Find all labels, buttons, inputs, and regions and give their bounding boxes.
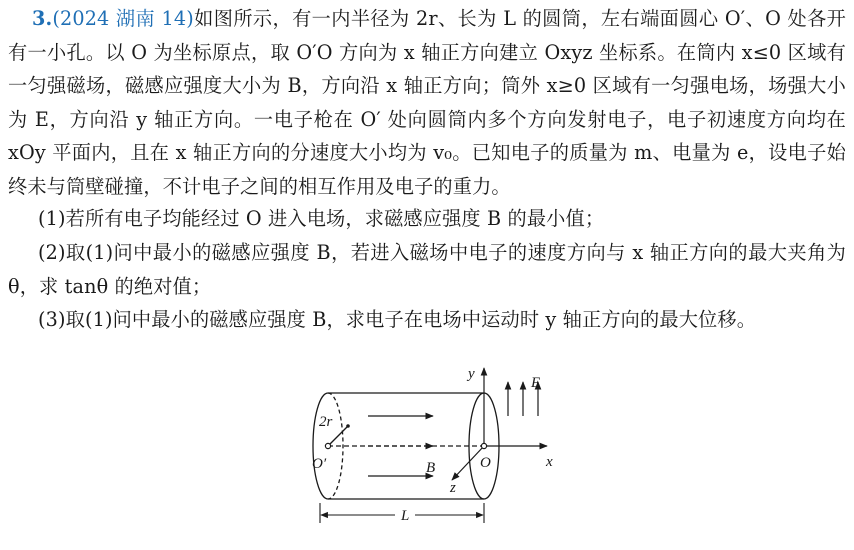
label-b: B (426, 460, 436, 476)
label-e: E (531, 375, 541, 391)
label-o-prime: O′ (312, 456, 327, 472)
label-y: y (468, 366, 475, 382)
cylinder-diagram (290, 360, 580, 545)
label-2r: 2r (319, 414, 333, 430)
point-o (481, 443, 486, 448)
question-2: (2)取(1)问中最小的磁感应强度 B，若进入磁场中电子的速度方向与 x 轴正方向的最大夹角为 θ，求 tanθ 的绝对值； (8, 241, 846, 298)
radius-end-point (346, 424, 350, 428)
label-x: x (546, 454, 553, 470)
label-o: O (480, 455, 491, 471)
point-o-prime (325, 443, 330, 448)
label-z: z (450, 480, 456, 496)
question-3: (3)取(1)问中最小的磁感应强度 B，求电子在电场中运动时 y 轴正方向的最大位移。 (38, 308, 757, 331)
problem-stem-text: 如图所示，有一内半径为 2r、长为 L 的圆筒，左右端面圆心 O′、O 处各开有一小孔。以 O 为坐标原点，取 O′O 方向为 x 轴正方向建立 Oxyz 坐标系。在筒内 x≤0 区域有一匀强磁场，磁感应强度大小为 B，方向沿 x 轴正方向；筒外 x≥0 区域有一匀强电场，场强大小为 E，方向沿 y 轴正方向。一电子枪在 O′ 处向圆筒内多个方向发射电子，电子初速度方向均在 xOy 平面内，且在 x 轴正方向的分速度大小均为 v₀。已知电子的质量为 m、电量为 e，设电子始终未与筒壁碰撞，不计电子之间的相互作用及电子的重力。 (8, 7, 846, 198)
label-l: L (401, 508, 410, 524)
problem-source: (2024 湖南 14) (52, 7, 194, 30)
problem-stem (8, 2, 846, 203)
question-1: (1)若所有电子均能经过 O 进入电场，求磁感应强度 B 的最小值； (38, 207, 605, 230)
problem-number: 3. (32, 7, 53, 30)
